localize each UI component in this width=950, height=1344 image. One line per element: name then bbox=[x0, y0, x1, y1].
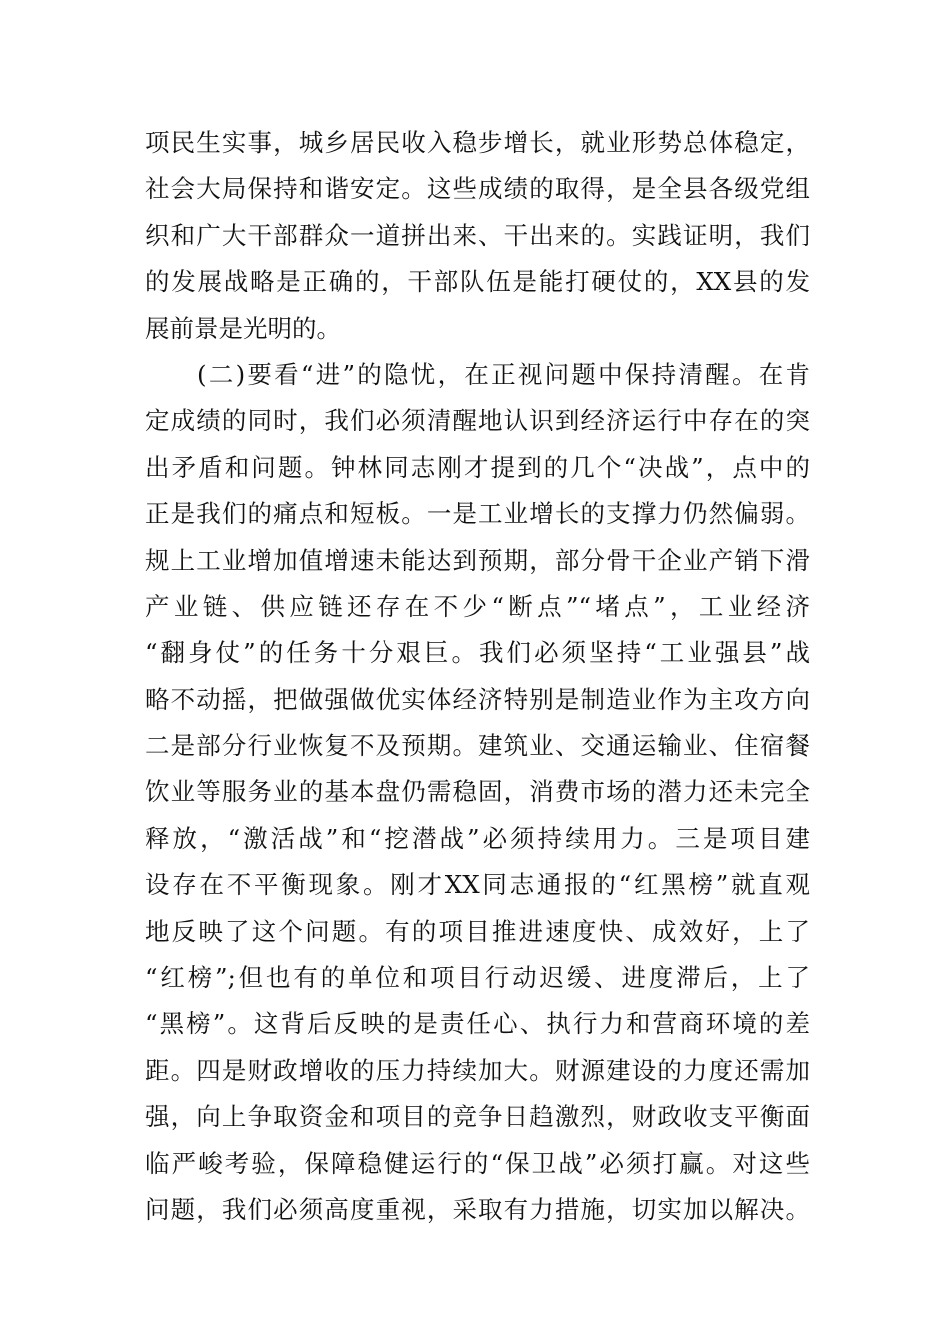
text-line: 略不动摇，把做强做优实体经济特别是制造业作为主攻方向 bbox=[145, 684, 810, 714]
text-line: 强，向上争取资金和项目的竞争日趋激烈，财政收支平衡面 bbox=[145, 1102, 810, 1132]
text-line: “红榜”;但也有的单位和项目行动迟缓、进度滞后，上了 bbox=[145, 963, 810, 993]
text-line: 社会大局保持和谐安定。这些成绩的取得，是全县各级党组 bbox=[145, 174, 810, 204]
text-line: 距。四是财政增收的压力持续加大。财源建设的力度还需加 bbox=[145, 1055, 810, 1085]
text-line: “翻身仗”的任务十分艰巨。我们必须坚持“工业强县”战 bbox=[145, 638, 810, 668]
text-line: 设存在不平衡现象。刚才XX同志通报的“红黑榜”就直观 bbox=[145, 870, 810, 900]
section-heading-line: (二)要看“进”的隐忧，在正视问题中保持清醒。在肯 bbox=[197, 359, 810, 389]
text-line: 饮业等服务业的基本盘仍需稳固，消费市场的潜力还未完全 bbox=[145, 777, 810, 807]
text-line: 展前景是光明的。 bbox=[145, 313, 341, 343]
body-text bbox=[145, 120, 810, 1233]
text-line: 的发展战略是正确的，干部队伍是能打硬仗的，XX县的发 bbox=[145, 267, 810, 297]
text-line: 临严峻考验，保障稳健运行的“保卫战”必须打赢。对这些 bbox=[145, 1148, 810, 1178]
text-line: 正是我们的痛点和短板。一是工业增长的支撑力仍然偏弱。 bbox=[145, 499, 810, 529]
text-line: 出矛盾和问题。钟林同志刚才提到的几个“决战”，点中的 bbox=[145, 452, 810, 482]
text-line: 定成绩的同时，我们必须清醒地认识到经济运行中存在的突 bbox=[145, 406, 810, 436]
text-line: “黑榜”。这背后反映的是责任心、执行力和营商环境的差 bbox=[145, 1009, 810, 1039]
text-line: 释放，“激活战”和“挖潜战”必须持续用力。三是项目建 bbox=[145, 823, 810, 853]
text-line: 产业链、供应链还存在不少“断点”“堵点”，工业经济 bbox=[145, 591, 810, 621]
text-line: 规上工业增加值增速未能达到预期，部分骨干企业产销下滑 bbox=[145, 545, 810, 575]
text-line: 二是部分行业恢复不及预期。建筑业、交通运输业、住宿餐 bbox=[145, 731, 810, 761]
text-line: 问题，我们必须高度重视，采取有力措施，切实加以解决。 bbox=[145, 1194, 810, 1224]
text-line: 地反映了这个问题。有的项目推进速度快、成效好，上了 bbox=[145, 916, 810, 946]
text-line: 织和广大干部群众一道拼出来、干出来的。实践证明，我们 bbox=[145, 220, 810, 250]
text-line: 项民生实事，城乡居民收入稳步增长，就业形势总体稳定， bbox=[145, 128, 810, 157]
